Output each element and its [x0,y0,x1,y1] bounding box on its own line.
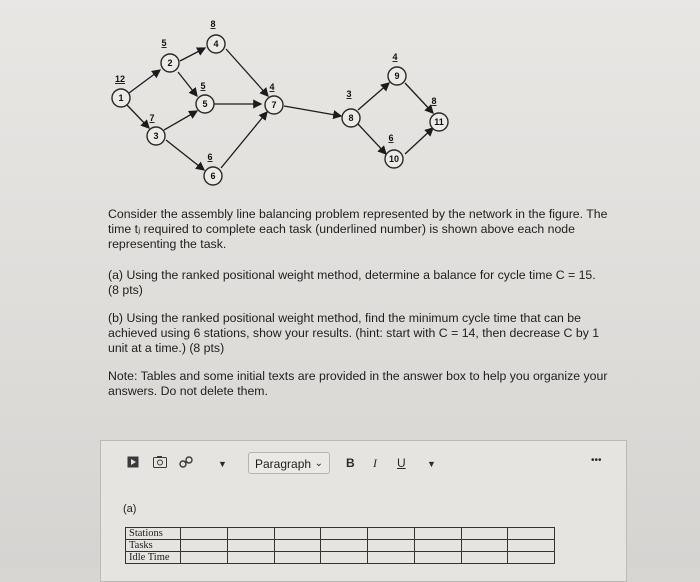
svg-text:6: 6 [210,171,216,181]
task-time-2: 5 [161,38,167,48]
edge-10-11 [405,128,433,154]
edge-8-10 [358,124,386,154]
task-node-9 [388,52,406,85]
media-icon[interactable] [127,456,139,471]
table-cell[interactable] [508,528,555,540]
link-dropdown-chevron-icon[interactable]: ▼ [218,459,227,469]
task-node-2 [161,38,179,72]
task-node-1 [112,74,130,107]
answer-editor[interactable] [100,440,627,582]
table-cell[interactable] [368,552,415,564]
note-text: Note: Tables and some initial texts are provided in the answer box to help you organize your answers. Do not delete them. [108,369,608,398]
underline-button[interactable]: U [397,456,406,470]
table-cell[interactable] [508,552,555,564]
svg-text:5: 5 [202,99,208,109]
task-node-11 [430,96,448,131]
more-options-icon[interactable]: ••• [591,455,602,466]
table-cell[interactable] [227,552,274,564]
svg-text:1: 1 [118,93,124,103]
task-time-5: 5 [200,81,206,91]
table-cell[interactable] [181,540,228,552]
table-cell[interactable] [321,528,368,540]
task-node-5 [196,81,214,113]
svg-text:3: 3 [153,131,159,141]
table-row-header-tasks: Tasks [126,540,181,552]
edge-1-3 [127,105,149,128]
edge-7-8 [284,106,341,116]
svg-text:7: 7 [271,100,277,110]
task-time-7: 4 [269,82,275,92]
task-node-4 [207,19,225,53]
svg-text:4: 4 [213,39,219,49]
image-icon[interactable] [153,456,167,471]
svg-text:10: 10 [388,154,400,164]
table-cell[interactable] [414,528,461,540]
table-cell[interactable] [274,552,321,564]
table-cell[interactable] [227,528,274,540]
answer-part-a-label: (a) [123,503,137,515]
table-row-header-idle-time: Idle Time [126,552,181,564]
answer-table[interactable] [125,527,555,564]
task-node-3 [147,113,165,145]
table-cell[interactable] [461,552,508,564]
part-a-text: (a) Using the ranked positional weight method, determine a balance for cycle time C = 15. (8 pts) [108,268,596,297]
task-node-10 [385,133,403,168]
edge-8-9 [358,83,389,110]
table-row [126,552,555,564]
edge-1-2 [129,70,160,93]
table-cell[interactable] [368,540,415,552]
table-cell[interactable] [508,540,555,552]
edge-2-5 [178,72,197,96]
table-row-header-stations: Stations [126,528,181,540]
problem-part-a [108,268,608,298]
task-time-10: 6 [388,133,394,143]
task-time-6: 6 [207,152,213,162]
paragraph-format-label: Paragraph [255,457,312,471]
editor-toolbar [101,441,626,487]
problem-part-b [108,311,608,356]
table-cell[interactable] [414,540,461,552]
problem-note [108,369,608,399]
table-row [126,528,555,540]
svg-text:2: 2 [167,58,173,68]
precedence-network [100,10,460,190]
table-cell[interactable] [321,552,368,564]
table-cell[interactable] [274,528,321,540]
task-time-1: 12 [114,74,126,84]
table-row [126,540,555,552]
task-time-9: 4 [392,52,398,62]
edge-9-11 [405,83,433,113]
table-cell[interactable] [368,528,415,540]
problem-intro-text: Consider the assembly line balancing problem represented by the network in the figure. The time tⱼ required to complete each task (underlined number) is shown above each node representing the task. [108,207,608,251]
task-node-6 [204,152,222,185]
edge-2-4 [180,48,205,61]
svg-text:9: 9 [394,71,400,81]
task-time-11: 8 [431,96,437,106]
svg-text:11: 11 [434,117,444,127]
svg-text:8: 8 [348,113,354,123]
paragraph-format-select[interactable] [248,452,330,474]
table-cell[interactable] [181,552,228,564]
bold-button[interactable]: B [346,456,355,470]
task-time-3: 7 [149,113,155,123]
underline-dropdown-chevron-icon[interactable]: ▼ [427,459,436,469]
task-node-8 [342,89,360,127]
table-cell[interactable] [181,528,228,540]
table-cell[interactable] [274,540,321,552]
chevron-down-icon: ⌄ [314,458,323,469]
edge-6-7 [221,112,267,168]
table-cell[interactable] [321,540,368,552]
table-cell[interactable] [227,540,274,552]
link-icon[interactable] [179,456,193,471]
part-b-text: (b) Using the ranked positional weight method, find the minimum cycle time that can be achieved using 6 stations, show your results. (hint: start with C = 14, then decrease C by 1 unit at a time.) (8 pts) [108,311,600,355]
table-cell[interactable] [461,528,508,540]
problem-intro [108,207,608,252]
table-cell[interactable] [461,540,508,552]
edge-4-7 [226,49,268,96]
task-time-4: 8 [210,19,216,29]
table-cell[interactable] [414,552,461,564]
edge-3-6 [166,140,204,170]
task-node-7 [265,82,283,114]
task-time-8: 3 [346,89,352,99]
edge-3-5 [164,111,197,130]
italic-button[interactable]: I [373,456,377,470]
